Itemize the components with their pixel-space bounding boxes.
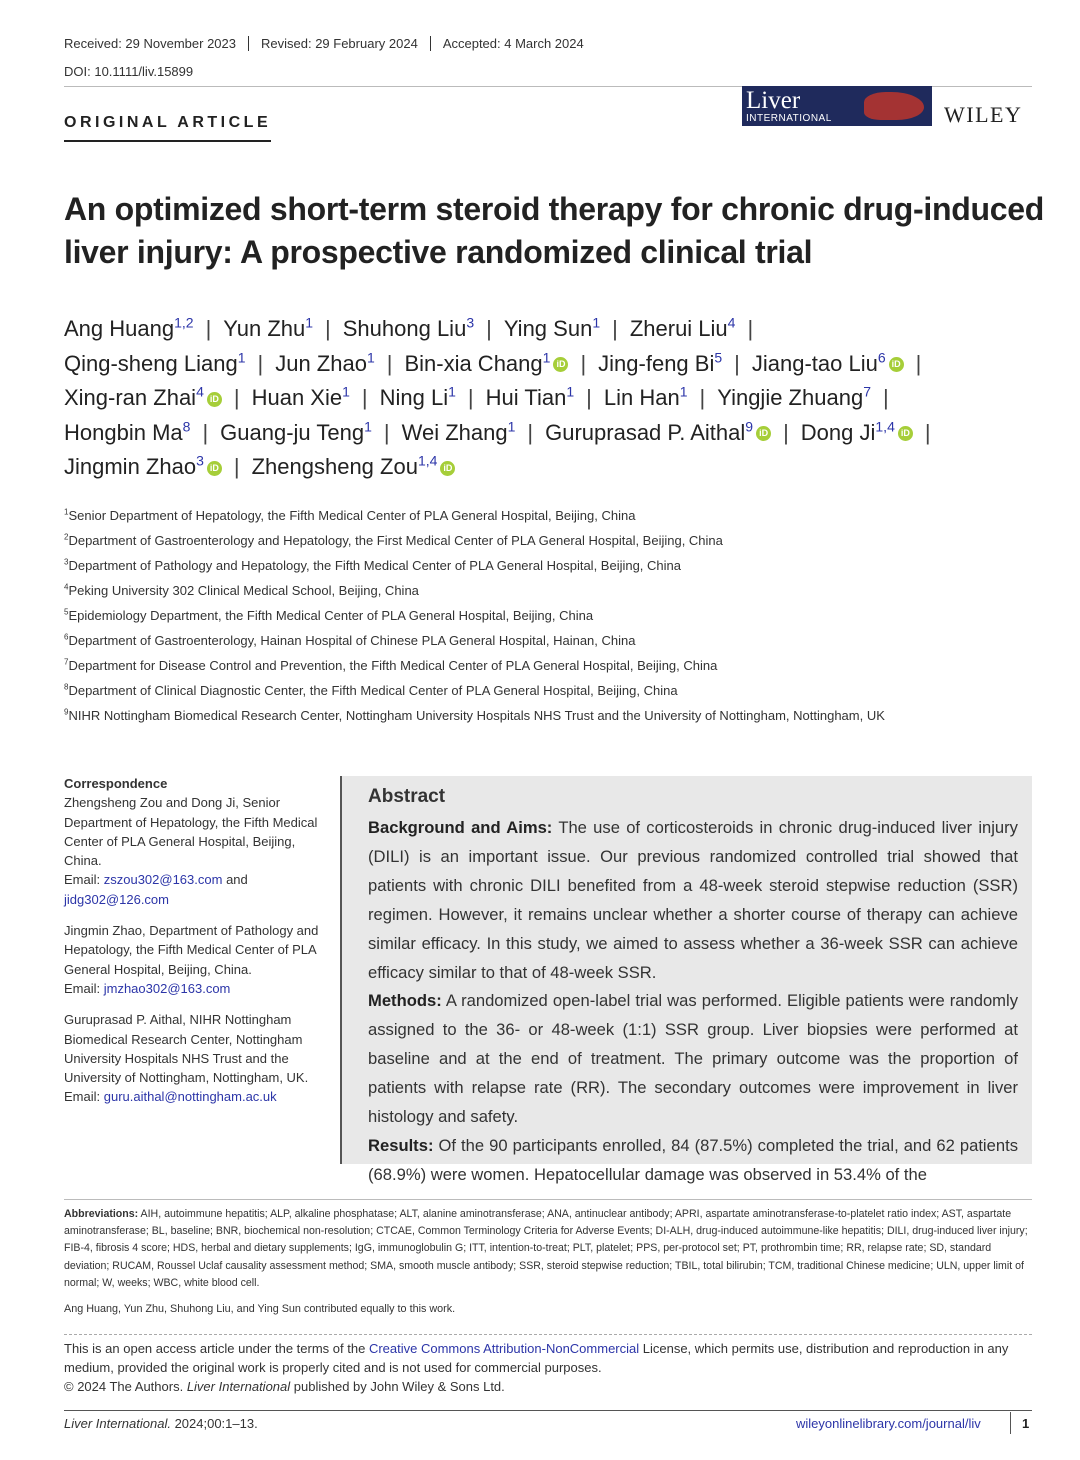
- page-number: 1: [1022, 1416, 1030, 1431]
- author-name-text: Yun Zhu: [223, 316, 306, 341]
- footnote-divider: [64, 1199, 1032, 1200]
- author-name-text: Ying Sun: [503, 316, 593, 341]
- affiliation-number: 3: [64, 557, 69, 567]
- correspondence-heading: Correspondence: [64, 776, 168, 791]
- correspondence-address: Guruprasad P. Aithal, NIHR Nottingham Biomedical Research Center, Nottingham University Hospitals NHS Trust and the University of Nottingham, Nottingham, UK.: [64, 1012, 309, 1086]
- orcid-icon[interactable]: iD: [898, 426, 913, 441]
- abstract-box: [340, 776, 1032, 1184]
- correspondence-address: Zhengsheng Zou and Dong Ji, Senior Department of Hepatology, the Fifth Medical Center of PLA General Hospital, Beijing, China.: [64, 795, 318, 869]
- author-name-text: Yingjie Zhuang: [717, 385, 864, 410]
- correspondence-block-3: [64, 1010, 324, 1106]
- journal-logo-subtitle: INTERNATIONAL: [746, 112, 832, 124]
- author-list: [64, 312, 1039, 485]
- footer-journal: Liver International.: [64, 1416, 171, 1431]
- author-separator: |: [233, 454, 240, 479]
- author-separator: |: [586, 385, 592, 410]
- affiliation-number: 9: [64, 707, 69, 717]
- affiliation-number: 4: [64, 582, 69, 592]
- affiliation-text: Peking University 302 Clinical Medical School, Beijing, China: [68, 583, 419, 598]
- license-divider: [64, 1334, 1032, 1335]
- copyright-pre: © 2024 The Authors.: [64, 1379, 187, 1394]
- author-name[interactable]: [801, 420, 913, 445]
- affiliation-number: 7: [64, 657, 69, 667]
- author-name-text: Bin-xia Chang: [404, 350, 543, 376]
- affiliation-superscript: 3: [196, 452, 204, 469]
- affiliation-text: Epidemiology Department, the Fifth Medical Center of PLA General Hospital, Beijing, China: [68, 608, 594, 623]
- author-name[interactable]: [404, 351, 568, 376]
- copyright-journal: Liver International: [186, 1379, 291, 1394]
- copyright-post: published by John Wiley & Sons Ltd.: [290, 1379, 505, 1394]
- affiliation: [64, 506, 1024, 531]
- author-name[interactable]: [64, 420, 190, 445]
- author-separator: |: [527, 419, 534, 445]
- author-name-text: Qing-sheng Liang: [64, 350, 238, 376]
- affiliation: [64, 631, 1024, 656]
- affiliation-superscript: 1,2: [174, 314, 194, 331]
- author-name[interactable]: [504, 316, 600, 341]
- journal-logo: [742, 86, 932, 126]
- author-name[interactable]: [223, 316, 313, 341]
- footer-citation: [64, 1416, 258, 1431]
- abbreviations-text: AIH, autoimmune hepatitis; ALP, alkaline phosphatase; ALT, alanine aminotransferase; ANA, antinuclear antibody; APRI, aspartate aminotransferase-to-platelet ratio index; AST, aspartate aminotransferase; BL, baseline; BNR, biochemical non-resolution; CTCAE, Common Terminology Criteria for Adverse Events; DI-ALH, drug-induced autoimmune-like hepatitis; DILI, drug-induced liver injury; FIB-4, fibrosis 4 score; HDS, herbal and dietary supplements; IgG, immunoglobulin G; ITT, intention-to-treat; PLT, platelet; PPS, per-protocol set; PT, prothrombin time; RR, relapse rate; SD, standard deviation; RUCAM, Roussel Uclaf causality assessment method; SMA, smooth muscle antibody; SSR, steroid stepwise reduction; TBIL, total bilirubin; TCM, traditional Chinese medicine; ULN, upper limit of normal; W, weeks; WBC, white blood cell.: [64, 1208, 1028, 1289]
- abstract-results-text: Of the 90 participants enrolled, 84 (87.5%) completed the trial, and 62 patients (68.9%) were women. Hepatocellular damage was observed in 53.4% of the: [368, 1135, 1018, 1184]
- author-line: [64, 450, 1039, 485]
- author-separator: |: [486, 316, 492, 341]
- author-name[interactable]: [380, 385, 456, 410]
- email-link[interactable]: guru.aithal@nottingham.ac.uk: [103, 1089, 277, 1105]
- author-name-text: Hui Tian: [485, 385, 567, 410]
- email-label: Email:: [64, 980, 104, 996]
- article-type: ORIGINAL ARTICLE: [64, 114, 271, 142]
- affiliation-superscript: 1,4: [417, 452, 438, 469]
- affiliation-superscript: 1: [342, 383, 350, 400]
- author-separator: |: [747, 316, 754, 341]
- author-name-text: Jingmin Zhao: [64, 454, 197, 479]
- author-name-text: Huan Xie: [251, 385, 343, 410]
- affiliation-superscript: 1: [364, 418, 372, 435]
- author-name[interactable]: [64, 385, 222, 410]
- author-line: [64, 347, 1039, 382]
- affiliation: [64, 656, 1024, 681]
- affiliation-superscript: 6: [877, 349, 886, 366]
- license-notice: [64, 1339, 1032, 1396]
- author-name-text: Shuhong Liu: [342, 316, 467, 341]
- author-name[interactable]: [752, 351, 904, 376]
- affiliation-number: 5: [64, 607, 69, 617]
- correspondence: [64, 774, 324, 1119]
- author-separator: |: [386, 350, 393, 376]
- author-name[interactable]: [275, 351, 375, 376]
- affiliation-list: [64, 506, 1024, 731]
- orcid-icon[interactable]: iD: [889, 357, 904, 372]
- author-line: [64, 312, 1039, 347]
- author-name-text: Jiang-tao Liu: [751, 350, 878, 376]
- correspondence-block-1: [64, 774, 324, 909]
- affiliation-superscript: 1: [679, 383, 688, 400]
- paper-title: An optimized short-term steroid therapy for chronic drug-induced liver injury: A prospective randomized clinical trial: [64, 191, 1044, 270]
- author-separator: |: [924, 419, 931, 445]
- affiliation-text: Department of Clinical Diagnostic Center, the Fifth Medical Center of PLA General Hospital, Beijing, China: [68, 683, 678, 698]
- affiliation-superscript: 8: [182, 418, 191, 435]
- orcid-icon[interactable]: iD: [553, 357, 568, 372]
- affiliation-text: NIHR Nottingham Biomedical Research Center, Nottingham University Hospitals NHS Trust and the University of Nottingham, Nottingham, UK: [68, 708, 885, 723]
- author-name-text: Guruprasad P. Aithal: [545, 419, 746, 445]
- journal-logo-title: Liver: [746, 86, 801, 114]
- author-separator: |: [325, 316, 331, 341]
- author-name-text: Hongbin Ma: [64, 419, 183, 445]
- author-separator: |: [257, 350, 264, 376]
- author-separator: |: [205, 316, 212, 341]
- footer-volume: 2024;00:1–13.: [170, 1416, 258, 1431]
- author-line: [64, 381, 1039, 416]
- email-label: Email:: [64, 1089, 104, 1105]
- affiliation-superscript: 1: [366, 349, 375, 366]
- author-separator: |: [467, 385, 474, 410]
- affiliation-number: 1: [64, 507, 69, 517]
- orcid-icon[interactable]: iD: [207, 461, 222, 476]
- author-name[interactable]: [252, 385, 350, 410]
- author-name-text: Wei Zhang: [401, 419, 508, 445]
- author-line: [64, 416, 1039, 451]
- affiliation-superscript: 1: [305, 314, 314, 331]
- author-name-text: Ang Huang: [64, 316, 175, 341]
- abstract-results-label: Results:: [368, 1135, 434, 1155]
- author-separator: |: [699, 385, 706, 410]
- author-separator: |: [202, 419, 209, 445]
- author-name[interactable]: [64, 454, 222, 479]
- affiliation: [64, 581, 1024, 606]
- affiliation-text: Department of Gastroenterology and Hepatology, the First Medical Center of PLA General Hospital, Beijing, China: [68, 533, 723, 548]
- license-text-2: License, which permits use, distribution and reproduction in any medium, provided the original work is properly cited and is not used for commercial purposes.: [64, 1341, 1009, 1375]
- author-name[interactable]: [64, 351, 245, 376]
- abbreviations: [64, 1206, 1032, 1292]
- accepted-date: Accepted: 4 March 2024: [430, 36, 596, 51]
- affiliation-text: Department of Pathology and Hepatology, the Fifth Medical Center of PLA General Hospital, Beijing, China: [68, 558, 682, 573]
- affiliation-number: 8: [64, 682, 69, 692]
- abstract-methods-text: A randomized open-label trial was performed. Eligible patients were randomly assigned to the 36- or 48-week (1:1) SSR group. Liver biopsies were performed at baseline and at the end of treatment. The primary outcome was the proportion of patients with relapse rate (RR). The secondary outcomes were improvement in liver histology and safety.: [368, 991, 1018, 1127]
- correspondence-address: Jingmin Zhao, Department of Pathology and Hepatology, the Fifth Medical Center of PLA General Hospital, Beijing, China.: [64, 923, 319, 977]
- author-name-text: Jing-feng Bi: [598, 350, 715, 376]
- orcid-icon[interactable]: iD: [756, 426, 771, 441]
- journal-url-link[interactable]: wileyonlinelibrary.com/journal/liv: [796, 1416, 981, 1431]
- author-name-text: Zhengsheng Zou: [251, 454, 418, 479]
- author-separator: |: [233, 385, 240, 410]
- email-and: and: [222, 872, 248, 888]
- affiliation-text: Senior Department of Hepatology, the Fifth Medical Center of PLA General Hospital, Beijing, China: [68, 508, 636, 523]
- affiliation-superscript: 4: [727, 314, 736, 331]
- abstract-methods-label: Methods:: [368, 991, 442, 1011]
- affiliation-superscript: 1: [448, 383, 456, 400]
- equal-contribution-note: Ang Huang, Yun Zhu, Shuhong Liu, and Ying Sun contributed equally to this work.: [64, 1303, 456, 1315]
- author-name[interactable]: [545, 420, 771, 445]
- affiliation: [64, 681, 1024, 706]
- affiliation-number: 6: [64, 632, 69, 642]
- publisher-logo: WILEY: [944, 102, 1023, 127]
- author-name-text: Lin Han: [603, 385, 680, 410]
- orcid-icon[interactable]: iD: [440, 461, 455, 476]
- email-link[interactable]: jidg302@126.com: [64, 891, 169, 907]
- abstract-body: [368, 814, 1018, 1190]
- author-name[interactable]: [252, 454, 456, 479]
- affiliation-superscript: 1: [507, 418, 516, 435]
- affiliation-superscript: 1: [542, 349, 551, 366]
- affiliation-superscript: 4: [196, 383, 204, 400]
- affiliation-superscript: 3: [466, 314, 475, 331]
- author-name[interactable]: [598, 351, 722, 376]
- affiliation: [64, 706, 1024, 731]
- license-text-1: This is an open access article under the terms of the: [64, 1341, 369, 1356]
- author-separator: |: [783, 419, 789, 445]
- author-name[interactable]: [630, 316, 736, 341]
- affiliation-superscript: 1: [592, 314, 601, 331]
- author-name[interactable]: [486, 385, 575, 410]
- license-link[interactable]: Creative Commons Attribution-NonCommercial: [368, 1341, 640, 1356]
- page-number-divider: [1010, 1412, 1011, 1434]
- email-link[interactable]: jmzhao302@163.com: [103, 980, 231, 996]
- author-separator: |: [383, 419, 390, 445]
- author-name-text: Xing-ran Zhai: [64, 385, 197, 410]
- abstract-heading: Abstract: [368, 786, 446, 807]
- author-separator: |: [612, 316, 618, 341]
- affiliation: [64, 531, 1024, 556]
- affiliation-superscript: 7: [863, 383, 871, 400]
- author-name[interactable]: [343, 316, 474, 341]
- doi: DOI: 10.1111/liv.15899: [64, 64, 194, 79]
- affiliation-superscript: 9: [745, 418, 754, 435]
- affiliation: [64, 556, 1024, 581]
- author-name-text: Ning Li: [379, 385, 449, 410]
- orcid-icon[interactable]: iD: [207, 392, 222, 407]
- author-separator: |: [580, 350, 587, 376]
- author-name[interactable]: [604, 385, 688, 410]
- author-name-text: Dong Ji: [800, 419, 876, 445]
- author-separator: |: [734, 350, 740, 376]
- correspondence-block-2: [64, 921, 324, 998]
- affiliation-superscript: 1,4: [875, 418, 895, 435]
- revised-date: Revised: 29 February 2024: [248, 36, 430, 51]
- affiliation-superscript: 5: [714, 349, 723, 366]
- email-link[interactable]: zszou302@163.com: [103, 872, 223, 888]
- author-name[interactable]: [402, 420, 516, 445]
- article-dates: [64, 36, 596, 51]
- email-label: Email:: [64, 872, 104, 888]
- abstract-background-label: Background and Aims:: [368, 818, 553, 837]
- abstract-background-text: The use of corticosteroids in chronic drug-induced liver injury (DILI) is an important issue. Our previous randomized controlled trial showed that patients with chronic DILI benefited from a 48-week steroid stepwise reduction (SSR) regimen. However, it remains unclear whether a shorter course of therapy can achieve similar efficacy. In this study, we aimed to assess whether a 36-week SSR can achieve efficacy similar to that of 48-week SSR.: [368, 818, 1018, 982]
- author-name[interactable]: [717, 385, 871, 410]
- affiliation-superscript: 1: [566, 383, 575, 400]
- liver-icon: [864, 92, 924, 120]
- author-separator: |: [882, 385, 889, 410]
- author-name-text: Guang-ju Teng: [220, 419, 365, 445]
- author-separator: |: [361, 385, 368, 410]
- received-date: Received: 29 November 2023: [64, 36, 236, 51]
- author-name[interactable]: [64, 316, 194, 341]
- affiliation: [64, 606, 1024, 631]
- author-name[interactable]: [220, 420, 372, 445]
- abbreviations-label: Abbreviations:: [64, 1208, 139, 1220]
- affiliation-superscript: 1: [237, 349, 246, 366]
- author-name-text: Zherui Liu: [629, 316, 728, 341]
- author-separator: |: [915, 350, 922, 376]
- author-name-text: Jun Zhao: [275, 350, 367, 376]
- affiliation-text: Department of Gastroenterology, Hainan Hospital of Chinese PLA General Hospital, Hainan, China: [68, 633, 636, 648]
- footer-divider: [64, 1410, 1032, 1411]
- affiliation-number: 2: [64, 532, 69, 542]
- affiliation-text: Department for Disease Control and Prevention, the Fifth Medical Center of PLA General Hospital, Beijing, China: [68, 658, 718, 673]
